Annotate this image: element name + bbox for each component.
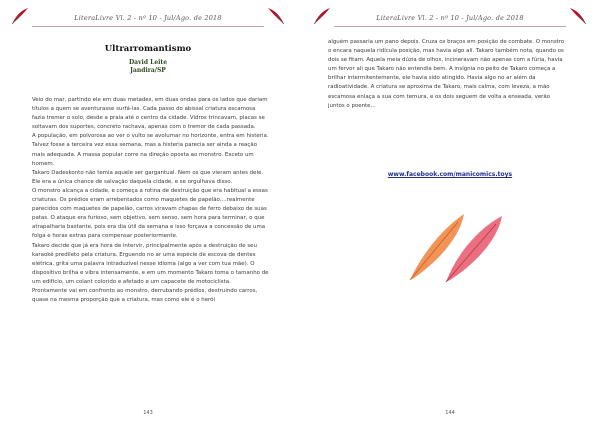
- page-number: 143: [143, 410, 153, 416]
- quill-pen-icon: [568, 6, 588, 26]
- author-location: Jandira/SP: [130, 67, 166, 74]
- right-page: [304, 0, 596, 424]
- page-header: [10, 6, 286, 28]
- header-rule: [334, 26, 566, 27]
- story-body: [32, 96, 270, 305]
- paragraph: Takaro decide que já era hora de intervir, principalmente após a destruição de seu karaokê predileto pela criatura. Erguendo no ar uma espécie de escova de dentes elétrica, grita uma palavra intraduzível nesse idioma (algo a ver com tua mãe). O dispositivo brilha e vibra intensamente, e em um momento Takaro toma o tamanho de um edifício, um colant colorido e afetado e um capacete de motociclista.: [32, 242, 269, 285]
- paragraph: Prontamente vai em confronto ao monstro, derrubando prédios, destruindo carros, quase na mesma proporção que a criatura, mas como ele é o herói: [32, 287, 258, 304]
- paragraph: A população, em polvorosa ao ver o vulto se avolumar no horizonte, entra em histeria. Talvez fosse a terceira vez essa semana, mas a histeria parecia ser ainda a reação mais adequada. A massa popular corre na direção oposta ao monstro. Exceto um homem.: [32, 133, 269, 167]
- story-body-continued: [328, 38, 568, 111]
- left-page: [2, 0, 294, 424]
- page-number: 144: [445, 410, 455, 416]
- story-title: Ultrarromantismo: [104, 44, 192, 54]
- facebook-link[interactable]: www.facebook.com/manicomics.toys: [387, 171, 513, 178]
- header-text: LiteraLivre Vl. 2 - nº 10 - Jul/Ago. de 2018: [74, 14, 222, 22]
- page-header: [312, 6, 588, 28]
- feather-decoration: [402, 204, 512, 284]
- paragraph: Veio do mar, partindo ele em duas metades, em duas ondas para os lados que dariam títulos a quem se aventurasse surfá-las. Cada passo do abissal criatura escamosa fazia tremer o solo, desde a praia até o centro da cidade. Vidros trincavam, placas se soltavam dos suportes, concreto rachava, apenas com o tremor de cada passada.: [32, 97, 268, 131]
- quill-pen-icon: [266, 6, 286, 26]
- header-text: LiteraLivre Vl. 2 - nº 10 - Jul/Ago. de 2018: [376, 14, 524, 22]
- story-byline: [2, 59, 294, 75]
- paragraph: Takaro Dadeskonto não temia aquele ser gargantual. Nem os que vieram antes dele. Ele era a única chance de salvação daquela cidade, e se orgulhava disso.: [32, 169, 264, 185]
- paragraph: alguém passaria um pano depois. Cruza os braços em posição de combate. O monstro o encara naquela ridícula posição, mas havia algo ali. Takaro também nota, quando os dois se fitam. Aquela meia dúzia de olhos, incineravam não apenas com a fúria, havia um fervor ali que Takaro não entendia bem. A insígnia no peito de Takaro começa a brilhar intermitentemente, ele havia sido atingido. Havia algo no ar além da radioatividade. A criatura se aproxima de Takaro, mais calma, com leveza, a mão escamosa enlaça a sua com ternura, e os dois seguem de volta a enseada, verão juntos o poente...: [328, 39, 565, 109]
- header-rule: [32, 26, 264, 27]
- author-name: David Leite: [128, 59, 168, 66]
- paragraph: O monstro alcança a cidade, e começa a rotina de destruição que era habitual a essas criaturas. Os prédios eram arrebentados como maquetes de papelão....realmente parecidos com maquetes de papelão, carros viravam chapas de ferro debaixo de suas patas. O ataque era furioso, sem objetivo, sem senso, sem hora para terminar, o que atrapalharia bastante, pois era dia útil da semana e isso forçava a concessão de uma folga e horas extras para compensar posteriormente.: [32, 187, 268, 240]
